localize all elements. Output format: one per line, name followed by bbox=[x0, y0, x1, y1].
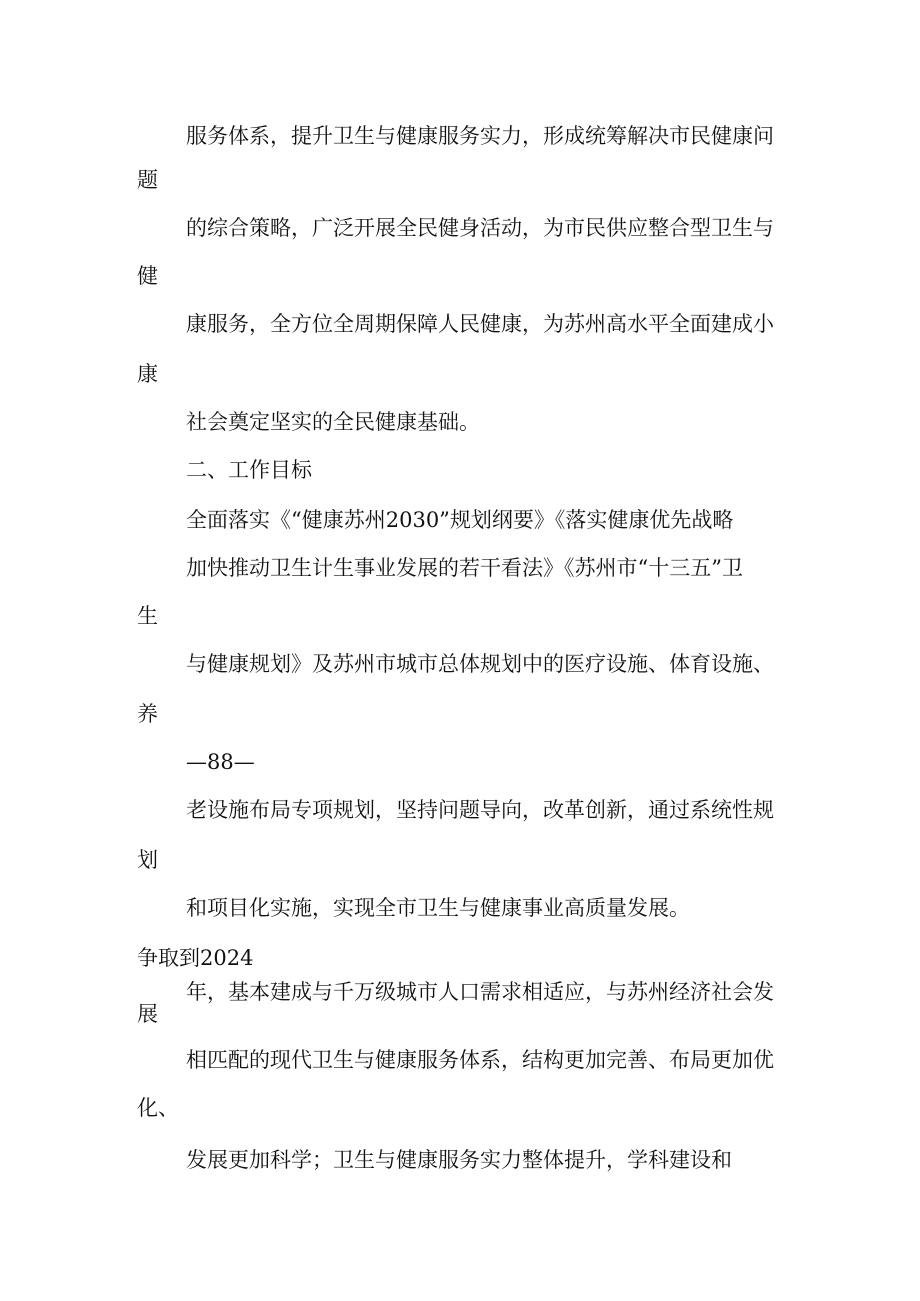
paragraph-line: 争取到2024 bbox=[137, 946, 254, 970]
page-number: —88— bbox=[186, 750, 255, 774]
paragraph-line: 康 bbox=[137, 362, 158, 386]
paragraph-line: 展 bbox=[137, 1002, 158, 1026]
paragraph-line: 化、 bbox=[137, 1096, 179, 1120]
paragraph-line: 服务体系，提升卫生与健康服务实力，形成统筹解决市民健康问 bbox=[186, 124, 774, 148]
paragraph-line: 加快推动卫生计生事业发展的若干看法》《苏州市“十三五”卫 bbox=[186, 556, 743, 580]
paragraph-line: 划 bbox=[137, 848, 158, 872]
paragraph-line: 的综合策略，广泛开展全民健身活动，为市民供应整合型卫生与 bbox=[186, 216, 774, 240]
paragraph-line: 和项目化实施，实现全市卫生与健康事业高质量发展。 bbox=[186, 896, 690, 920]
paragraph-line: 全面落实《“健康苏州2030”规划纲要》《落实健康优先战略 bbox=[186, 508, 734, 532]
section-heading: 二、工作目标 bbox=[186, 458, 312, 482]
paragraph-line: 老设施布局专项规划，坚持问题导向，改革创新，通过系统性规 bbox=[186, 798, 774, 822]
paragraph-line: 年，基本建成与千万级城市人口需求相适应，与苏州经济社会发 bbox=[186, 980, 774, 1004]
paragraph-line: 康服务，全方位全周期保障人民健康，为苏州高水平全面建成小 bbox=[186, 312, 774, 336]
paragraph-line: 相匹配的现代卫生与健康服务体系，结构更加完善、布局更加优 bbox=[186, 1048, 774, 1072]
paragraph-line: 题 bbox=[137, 168, 158, 192]
paragraph-line: 发展更加科学；卫生与健康服务实力整体提升，学科建设和 bbox=[186, 1148, 732, 1172]
paragraph-line: 养 bbox=[137, 702, 158, 726]
paragraph-line: 社会奠定坚实的全民健康基础。 bbox=[186, 410, 480, 434]
paragraph-line: 健 bbox=[137, 264, 158, 288]
paragraph-line: 与健康规划》及苏州市城市总体规划中的医疗设施、体育设施、 bbox=[186, 652, 774, 676]
paragraph-line: 生 bbox=[137, 604, 158, 628]
